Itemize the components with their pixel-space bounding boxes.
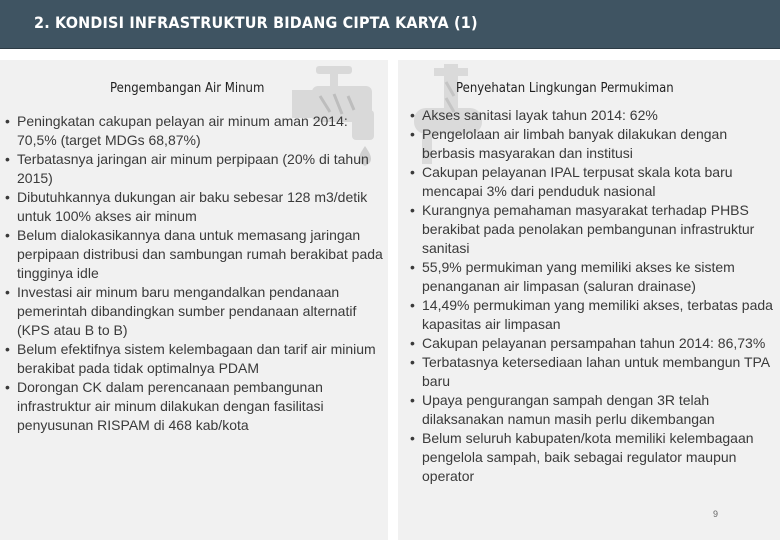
list-item: • Akses sanitasi layak tahun 2014: 62%	[405, 106, 777, 125]
right-bullet-list	[405, 106, 777, 486]
list-item: • Upaya pengurangan sampah dengan 3R telah dilaksanakan namun masih perlu dikembangan	[405, 391, 777, 429]
list-item: • Pengelolaan air limbah banyak dilakukan dengan berbasis masyarakan dan institusi	[405, 125, 777, 163]
list-item: • Investasi air minum baru mengandalkan pendanaan pemerintah dibandingkan sumber pendanaan alternatif (KPS atau B to B)	[0, 283, 384, 340]
list-item: • Dorongan CK dalam perencanaan pembangunan infrastruktur air minum dilakukan dengan fasilitasi penyusunan RISPAM di 468 kab/kota	[0, 378, 384, 435]
slide-title: 2. KONDISI INFRASTRUKTUR BIDANG CIPTA KARYA (1)	[34, 13, 478, 32]
list-item: • Terbatasnya jaringan air minum perpipaan (20% di tahun 2015)	[0, 150, 384, 188]
page-number: 9	[713, 509, 719, 519]
list-item: • Dibutuhkannya dukungan air baku sebesar 128 m3/detik untuk 100% akses air minum	[0, 188, 384, 226]
list-item: • 55,9% permukiman yang memiliki akses ke sistem penanganan air limpasan (saluran drainase)	[405, 258, 777, 296]
right-column-title: Penyehatan Lingkungan Permukiman	[456, 81, 674, 96]
list-item: • Terbatasnya ketersediaan lahan untuk membangun TPA baru	[405, 353, 777, 391]
list-item: • Belum efektifnya sistem kelembagaan dan tarif air minium berakibat pada tidak optimalnya PDAM	[0, 340, 384, 378]
list-item: • Cakupan pelayanan persampahan tahun 2014: 86,73%	[405, 334, 777, 353]
list-item: • 14,49% permukiman yang memiliki akses, terbatas pada kapasitas air limpasan	[405, 296, 777, 334]
list-item: • Kurangnya pemahaman masyarakat terhadap PHBS berakibat pada penolakan pembangunan infrastruktur sanitasi	[405, 201, 777, 258]
slide-header	[0, 0, 780, 49]
list-item: • Belum seluruh kabupaten/kota memiliki kelembagaan pengelola sampah, baik sebagai regulator maupun operator	[405, 429, 777, 486]
left-bullet-list	[0, 112, 384, 435]
list-item: • Peningkatan cakupan pelayan air minum aman 2014: 70,5% (target MDGs 68,87%)	[0, 112, 384, 150]
list-item: • Belum dialokasikannya dana untuk memasang jaringan perpipaan distribusi dan sambungan rumah berakibat pada tingginya idle	[0, 226, 384, 283]
list-item: • Cakupan pelayanan IPAL terpusat skala kota baru mencapai 3% dari penduduk nasional	[405, 163, 777, 201]
left-column-title: Pengembangan Air Minum	[110, 81, 265, 96]
